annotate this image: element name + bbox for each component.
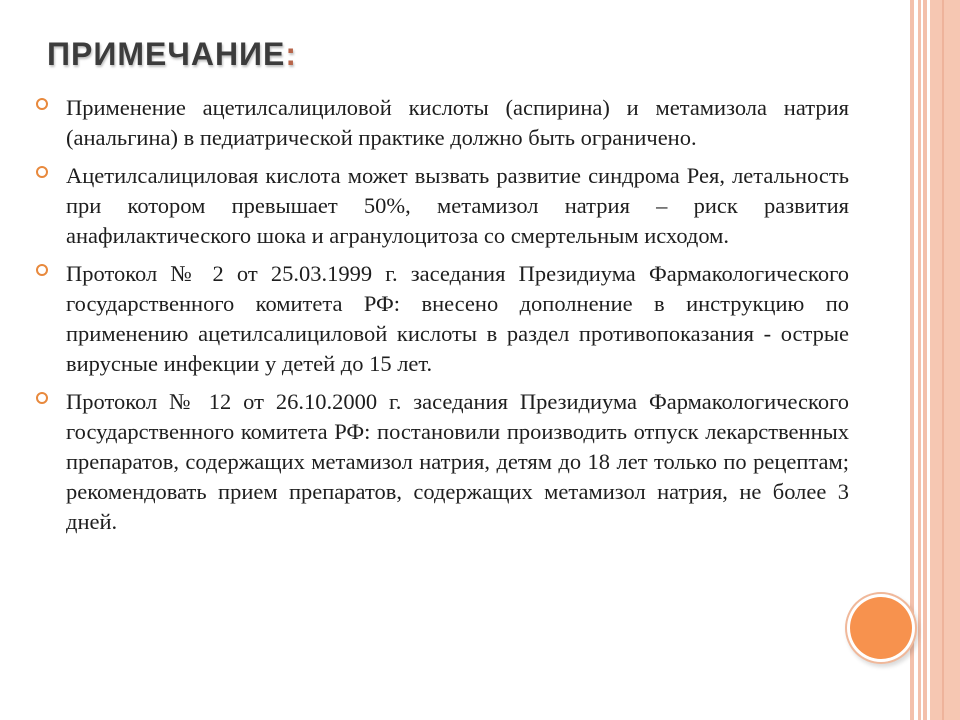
bullet-circle-icon [36, 166, 48, 178]
stripe [918, 0, 921, 720]
stripe [942, 0, 944, 720]
stripe [930, 0, 960, 720]
bullet-circle-icon [36, 392, 48, 404]
decorative-orange-circle [850, 597, 912, 659]
bullet-list [36, 93, 849, 545]
bullet-text: Протокол № 12 от 26.10.2000 г. заседания Президиума Фармакологического государственного комитета РФ: постановили производить отпуск лекарственных препаратов, содержащих метамизол натрия, детям до 18 лет только по рецептам; рекомендовать прием препаратов, содержащих метамизол натрия, не более 3 дней. [66, 389, 849, 534]
bullet-item [36, 161, 849, 251]
slide-title-colon: : [285, 36, 298, 72]
bullet-text: Ацетилсалициловая кислота может вызвать развитие синдрома Рея, летальность при котором превышает 50%, метамизол натрия – риск развития анафилактического шока и агранулоцитоза со смертельным исходом. [66, 163, 849, 248]
bullet-text: Применение ацетилсалициловой кислоты (аспирина) и метамизола натрия (анальгина) в педиатрической практике должно быть ограничено. [66, 95, 849, 150]
bullet-item [36, 259, 849, 379]
slide-title [47, 36, 297, 73]
bullet-item [36, 93, 849, 153]
bullet-circle-icon [36, 264, 48, 276]
stripe [923, 0, 927, 720]
bullet-text: Протокол № 2 от 25.03.1999 г. заседания Президиума Фармакологического государственного комитета РФ: внесено дополнение в инструкцию по применению ацетилсалициловой кислоты в раздел противопоказания - острые вирусные инфекции у детей до 15 лет. [66, 261, 849, 376]
decorative-side-stripes [910, 0, 960, 720]
bullet-item [36, 387, 849, 537]
stripe [910, 0, 914, 720]
bullet-circle-icon [36, 98, 48, 110]
slide-title-text: ПРИМЕЧАНИЕ [47, 36, 286, 72]
